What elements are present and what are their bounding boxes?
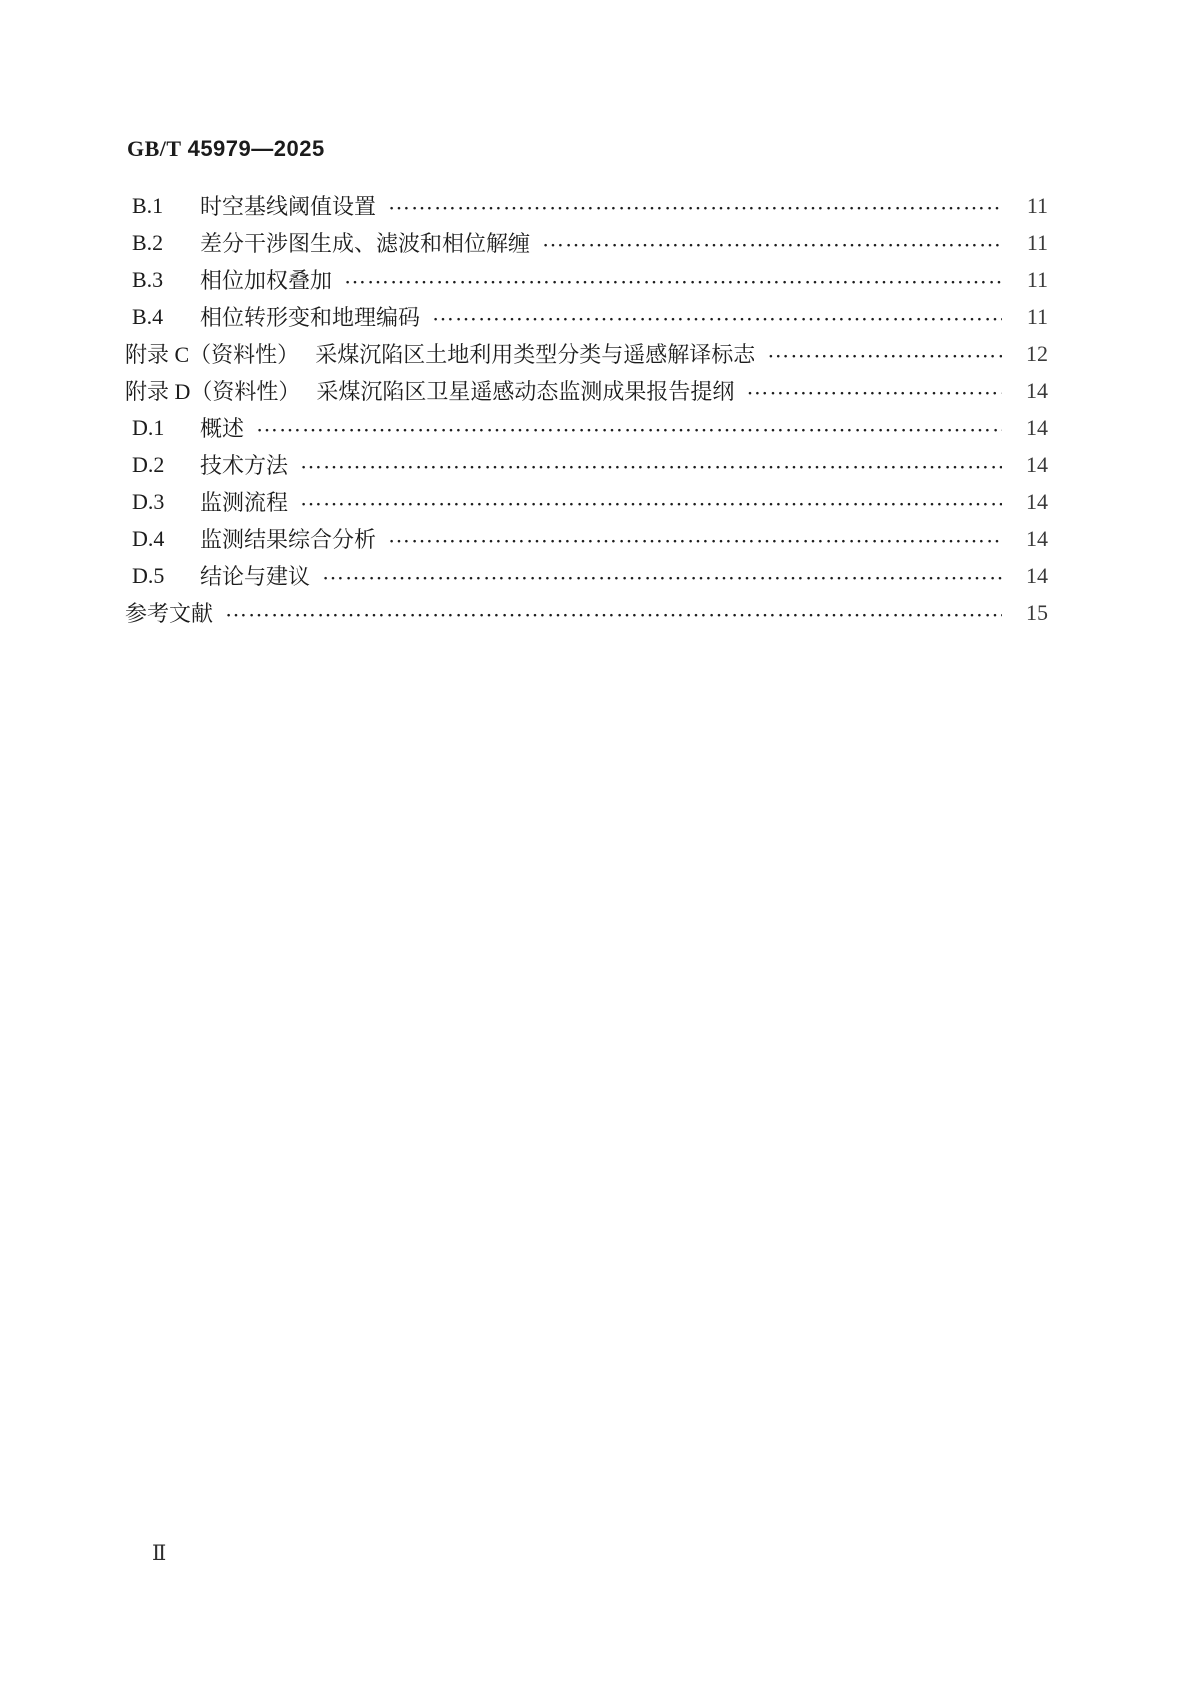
- toc-entry[interactable]: [125, 298, 1048, 335]
- toc-entry[interactable]: [125, 224, 1048, 261]
- toc-entry[interactable]: [125, 520, 1048, 557]
- toc-entry-label: D.3: [132, 488, 165, 514]
- toc-leader-dots: [300, 483, 1002, 520]
- toc-entry[interactable]: [125, 261, 1048, 298]
- toc-leader-dots: [746, 372, 1002, 409]
- toc-entry-label: D.2: [132, 451, 165, 477]
- toc-leader-dots: [344, 261, 1002, 298]
- toc-entry-title: 相位加权叠加: [200, 268, 333, 293]
- toc-entry-label: B.2: [132, 229, 164, 255]
- toc-entry-page: 11: [1026, 266, 1048, 292]
- toc-entry-label: 附录 D（资料性）: [125, 379, 301, 404]
- toc-leader-dots: [542, 224, 1002, 261]
- toc-entry-page: 15: [1026, 599, 1048, 625]
- toc-entry-label: D.4: [132, 525, 165, 551]
- toc-leader-dots: [256, 409, 1002, 446]
- toc-entry-page: 14: [1026, 562, 1048, 588]
- toc-entry[interactable]: [125, 187, 1048, 224]
- toc-entry-page: 14: [1026, 414, 1048, 440]
- toc-leader-dots: [322, 557, 1002, 594]
- toc-leader-dots: [300, 446, 1002, 483]
- toc-entry-title: 时空基线阈值设置: [200, 194, 377, 219]
- toc-entry[interactable]: [125, 557, 1048, 594]
- toc-entry-label: B.4: [132, 303, 164, 329]
- toc-entry-page: 12: [1026, 340, 1048, 366]
- toc-leader-dots: [432, 298, 1002, 335]
- toc-entry-label: D.1: [132, 414, 165, 440]
- toc-entry-label: D.5: [132, 562, 165, 588]
- toc-leader-dots: [225, 594, 1002, 631]
- page-number-footer: Ⅱ: [152, 1541, 167, 1565]
- toc-entry-page: 11: [1026, 229, 1048, 255]
- toc-entry-title: 概述: [200, 416, 245, 441]
- standard-prefix: GB/T: [127, 136, 182, 161]
- toc-entry[interactable]: [125, 594, 1048, 631]
- toc-entry-page: 14: [1026, 525, 1048, 551]
- toc-entry-title: 参考文献: [125, 601, 214, 626]
- toc-entry-label: 附录 C（资料性）: [125, 342, 300, 367]
- toc-entry-page: 14: [1026, 451, 1048, 477]
- toc-entry-title: 采煤沉陷区土地利用类型分类与遥感解译标志: [315, 342, 756, 367]
- toc-entry-page: 14: [1026, 377, 1048, 403]
- toc-entry[interactable]: [125, 335, 1048, 372]
- toc-entry-page: 11: [1026, 303, 1048, 329]
- toc-entry-page: 14: [1026, 488, 1048, 514]
- toc-entry-title: 采煤沉陷区卫星遥感动态监测成果报告提纲: [316, 379, 735, 404]
- toc-entry[interactable]: [125, 446, 1048, 483]
- toc-entry-title: 结论与建议: [200, 564, 311, 589]
- standard-number-header: [127, 136, 325, 162]
- toc-entry[interactable]: [125, 409, 1048, 446]
- toc-entry-title: 相位转形变和地理编码: [200, 305, 421, 330]
- toc-leader-dots: [388, 520, 1002, 557]
- toc-entry-page: 11: [1026, 192, 1048, 218]
- standard-number: 45979—2025: [187, 136, 325, 161]
- toc-entry-title: 技术方法: [200, 453, 289, 478]
- toc-entry[interactable]: [125, 483, 1048, 520]
- toc-list: [125, 187, 1048, 631]
- toc-entry-title: 差分干涉图生成、滤波和相位解缠: [200, 231, 531, 256]
- toc-leader-dots: [388, 187, 1002, 224]
- toc-entry-label: B.3: [132, 266, 164, 292]
- toc-entry-title: 监测流程: [200, 490, 289, 515]
- toc-entry-title: 监测结果综合分析: [200, 527, 377, 552]
- toc-entry[interactable]: [125, 372, 1048, 409]
- toc-entry-label: B.1: [132, 192, 164, 218]
- toc-leader-dots: [767, 335, 1002, 372]
